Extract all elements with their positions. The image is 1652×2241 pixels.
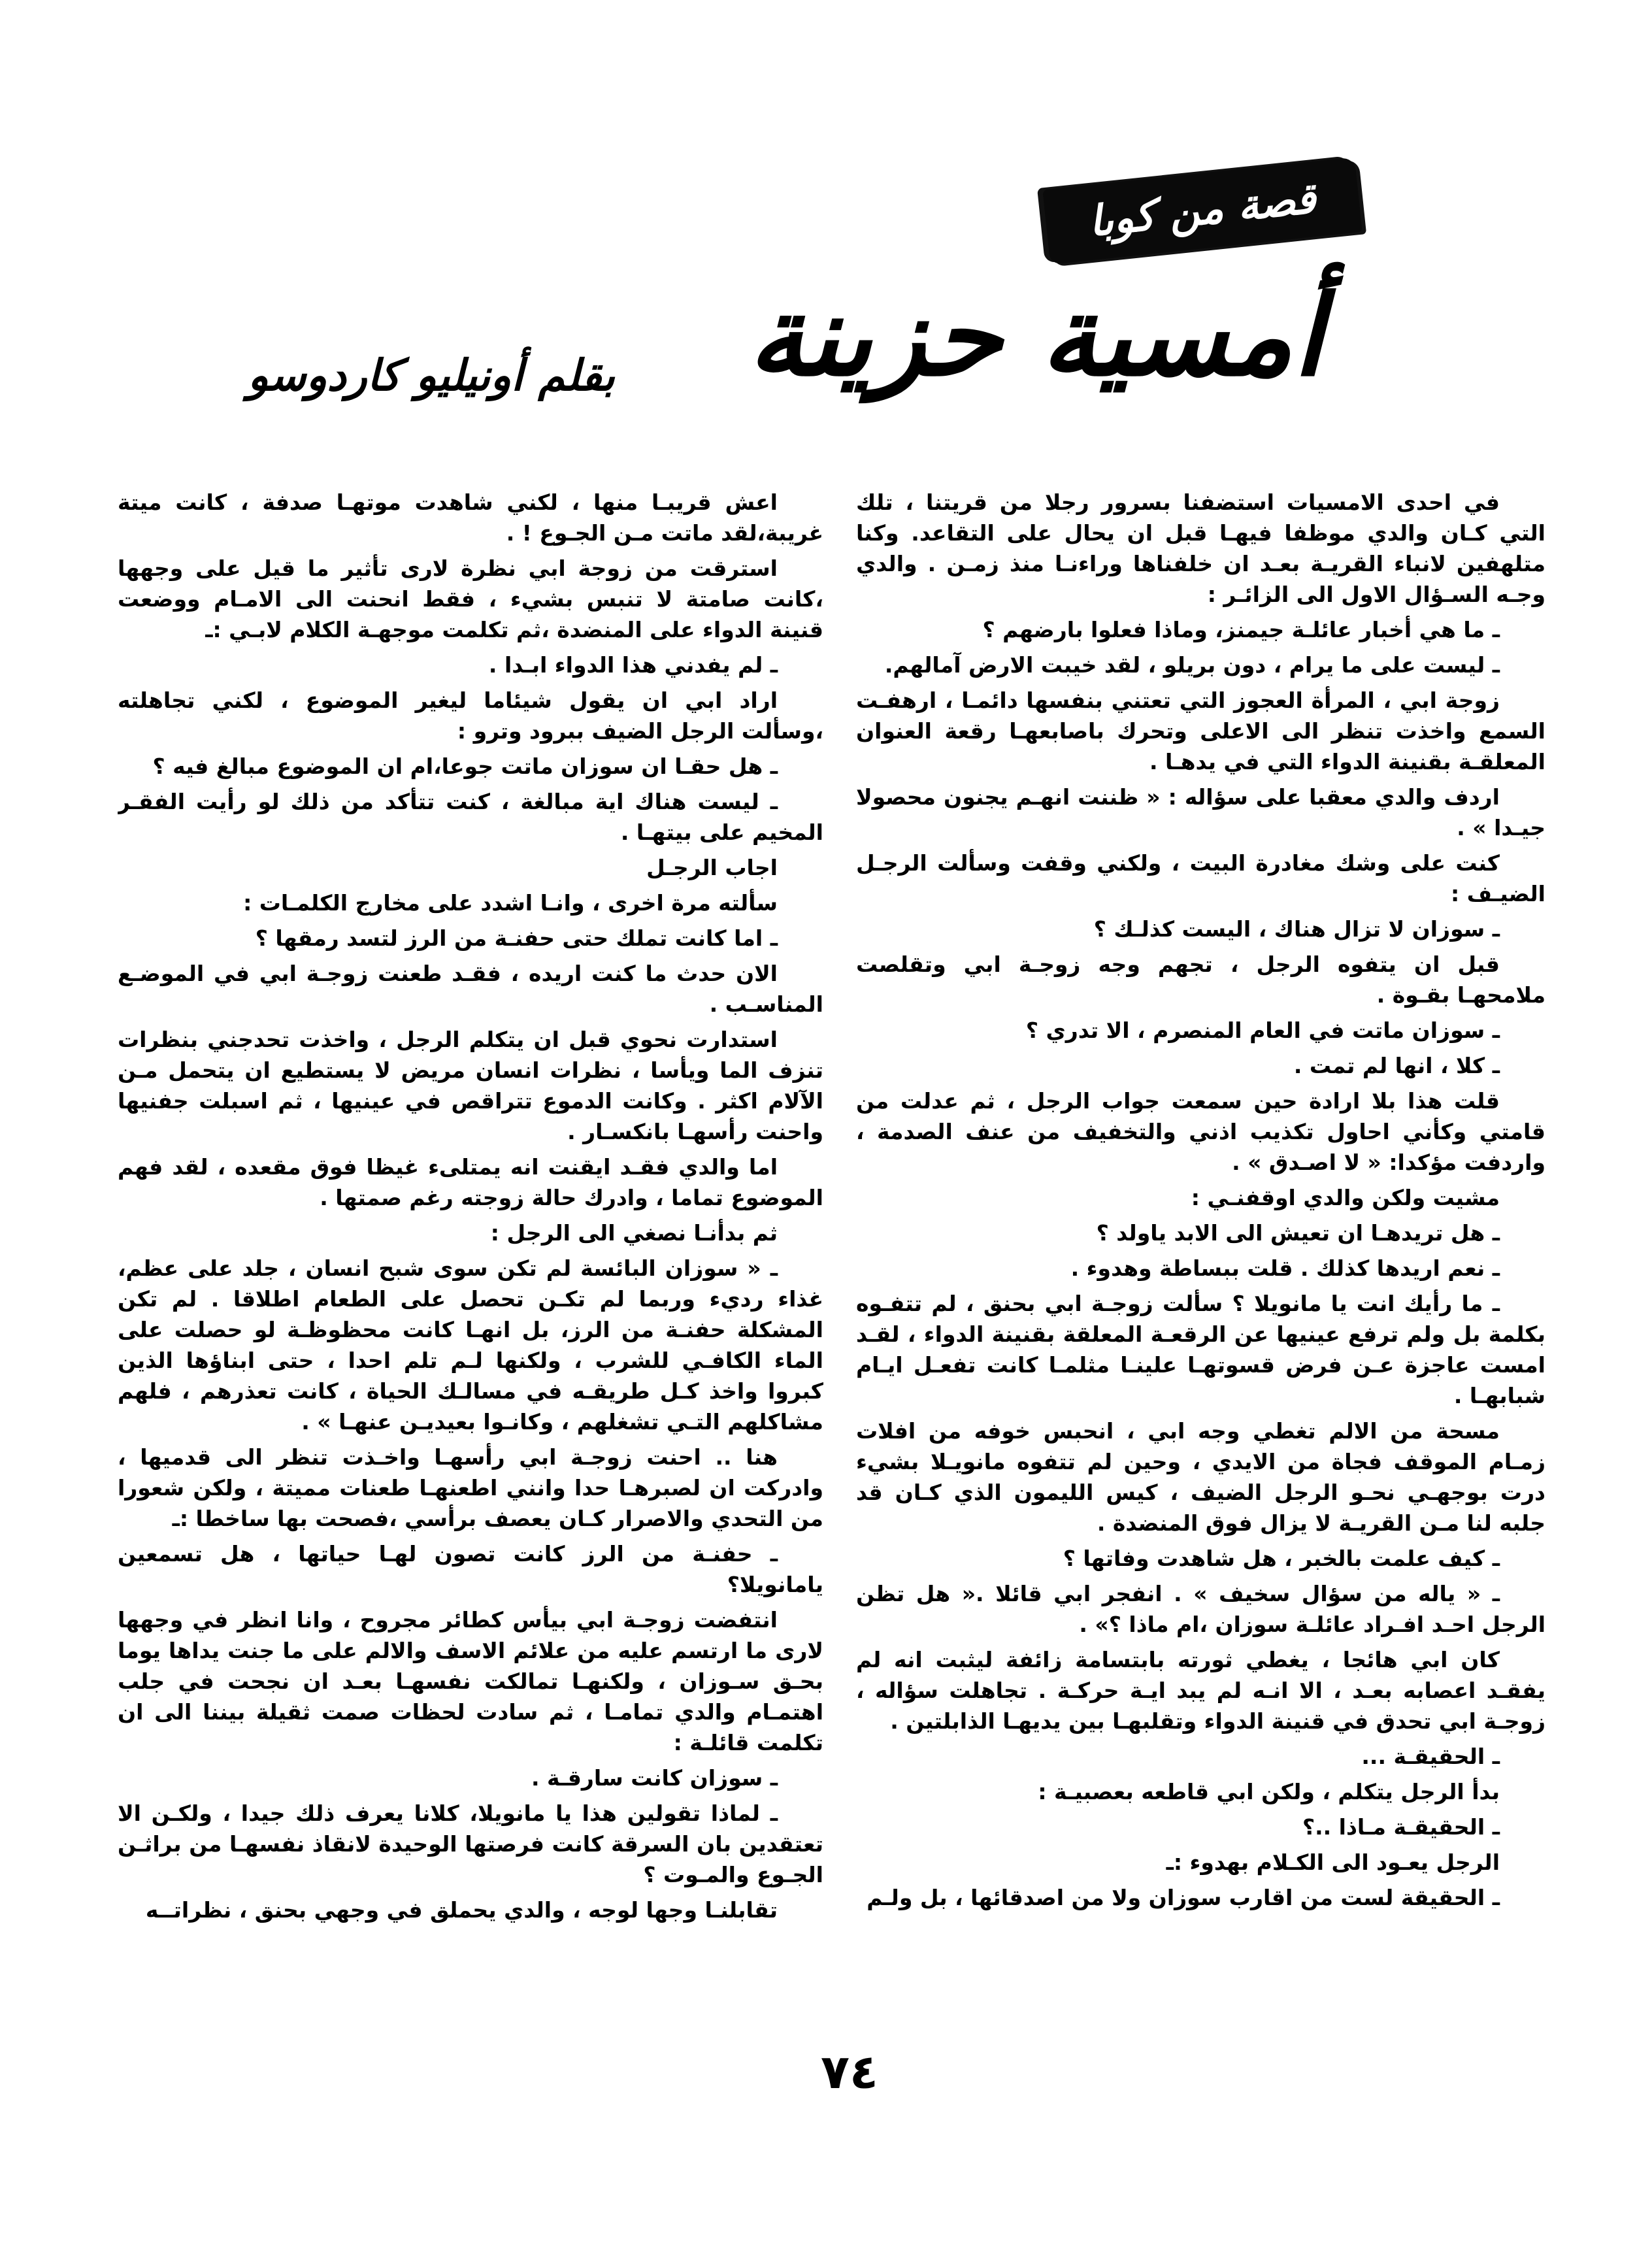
page-number: ٧٤ [821, 2044, 878, 2099]
dialogue-line: ـ اما كانت تملك حتى حفنـة من الرز لتسد رمقها ؟ [255, 925, 778, 951]
dialogue-line: ـ ليست على ما يرام ، دون بريلو ، لقد خيبت الارض آمالهم. [884, 652, 1500, 678]
dialogue-line: ـ سوزان كانت سارقـة . [531, 1765, 778, 1791]
paragraph: زوجة ابي ، المرأة العجوز التي تعتني بنفسها دائمـا ، ارهفـت السمع واخذت تنظر الى الاعلى وتحرك باصابعهـا رقعة العنوان المعلقـة بقنينة الدواء التي في يدهـا . [856, 688, 1545, 774]
dialogue-line: ـ « سوزان البائسة لم تكن سوى شبح انسان ، جلد على عظم، غذاء رديء وربما لم تكـن تحصل على الطعام اطلاقا . لم تكن المشكلة حفنـة من الرز، بل انهـا كانت محظوظـة لو حصلت على الماء الكافـي للشرب ، ولكنها لـم تلم احدا ، حتى ابناؤها الذين كبروا واخذ كـل طريقـه في مسالـك الحياة ، كانت تعذرهم ، فلهم مشاكلهم التـي تشغلهم ، وكانـوا بعيديـن عنهـا » . [118, 1255, 823, 1435]
dialogue-line: ـ نعم اريدها كذلك . قلت ببساطة وهدوء . [1070, 1255, 1500, 1281]
paragraph: ثم بدأنـا نصغي الى الرجل : [490, 1220, 778, 1246]
paragraph: اراد ابي ان يقول شيئاما ليغير الموضوع ، لكني تجاهلته ،وسألت الرجل الضيف ببرود وترو : [118, 688, 823, 744]
dialogue-line: ـ هل حقـا ان سوزان ماتت جوعا،ام ان الموضوع مبالغ فيه ؟ [152, 754, 778, 779]
paragraph: اعش قريبـا منها ، لكني شاهدت موتهـا صدفة ، كانت ميتة غريبة،لقد ماتت مـن الجـوع ! . [118, 490, 823, 546]
paragraph: في احدى الامسيات استضفنا بسرور رجلا من قريتنا ، تلك التي كـان والدي موظفا فيهـا قبل ان يحال على التقاعد. وكنا متلهفين لانباء القريـة بعـد ان خلفناها وراءنـا منذ زمـن . والدي وجـه السـؤال الاول الى الزائـر : [856, 490, 1545, 607]
text-column-left [118, 487, 823, 2049]
dialogue-line: ـ « ياله من سؤال سخيف » . انفجر ابي قائلا .« هل تظن الرجل احـد افـراد عائلـة سوزان ،ام ماذا ؟» . [856, 1581, 1545, 1637]
dialogue-line: ـ لم يفدني هذا الدواء ابـدا . [488, 652, 778, 678]
paragraph: قلت هذا بلا ارادة حين سمعت جواب الرجل ، ثم عدلت من قامتي وكأني احاول تكذيب اذني والتخفيف من عنف الصدمة ، واردفت مؤكدا: « لا اصـدق » . [856, 1088, 1545, 1175]
dialogue-line: ـ كلا ، انها لم تمت . [1293, 1053, 1500, 1078]
dialogue-line: ـ الحقيقـة ... [1361, 1744, 1500, 1769]
dialogue-line: ـ هل تريدهـا ان تعيش الى الابد ياولد ؟ [1096, 1220, 1500, 1246]
paragraph: الرجل يعـود الى الكـلام بهدوء :ـ [1166, 1850, 1500, 1875]
paragraph: الان حدث ما كنت اريده ، فقـد طعنت زوجـة ابي في الموضـع المناسـب . [118, 961, 823, 1017]
paragraph: اردف والدي معقبا على سؤاله : « ظننت انهـم يجنون محصولا جيـدا » . [856, 784, 1545, 840]
dialogue-line: ـ سوزان لا تزال هناك ، اليست كذلـك ؟ [1093, 916, 1500, 942]
author-byline: بقلم أونيليو كاردوسو [248, 350, 615, 401]
paragraph: استدارت نحوي قبل ان يتكلم الرجل ، واخذت تحدجني بنظرات تنزف الما ويأسا ، نظرات انسان مريض لا يستطيع ان يتحمل مـن الآلام اكثر . وكانت الدموع تتراقص في عينيها ، ثم اسبلت جفنيها واحنت رأسهـا بانكسـار . [118, 1027, 823, 1144]
dialogue-line: ـ سوزان ماتت في العام المنصرم ، الا تدري ؟ [1025, 1018, 1500, 1043]
dialogue-line: ـ لماذا تقولين هذا يا مانويلا، كلانا يعرف ذلك جيدا ، ولكـن الا تعتقدين بان السرقة كانت فرصتها الوحيدة لانقاذ نفسهـا من براثـن الجـوع والمـوت ؟ [118, 1801, 823, 1887]
paragraph: استرقت من زوجة ابي نظرة لارى تأثير ما قيل على وجهها ،كانت صامتة لا تنبس بشيء ، فقط انحنت الى الامـام ووضعت قنينة الدواء على المنضدة ،ثم تكلمت موجهـة الكلام لابـي :ـ [118, 556, 823, 642]
paragraph: تقابلنـا وجها لوجه ، والدي يحملق في وجهي بحنق ، نظراتــه [145, 1897, 778, 1923]
story-title: أمسية حزينة [748, 272, 1324, 401]
dialogue-line: ـ حفنـة من الرز كانت تصون لهـا حياتها ، هل تسمعين يامانويلا؟ [118, 1541, 823, 1597]
paragraph: كنت على وشك مغادرة البيت ، ولكني وقفت وسألت الرجـل الضيـف : [856, 850, 1545, 906]
paragraph: اما والدي فقـد ايقنت انه يمتلىء غيظا فوق مقعده ، لقد فهم الموضوع تماما ، وادرك حالة زوجته رغم صمتها . [118, 1154, 823, 1210]
text-column-right [856, 487, 1545, 2049]
paragraph: كان ابي هائجا ، يغطي ثورته بابتسامة زائفة ليثبت انه لم يفقـد اعصابه بعـد ، الا انـه لم يبد ايـة حركـة . تجاهلت سؤاله ، زوجـة ابي تحدق في قنينة الدواء وتقلبهـا بين يديهـا الذابلتين . [856, 1647, 1545, 1734]
paragraph: قبل ان يتفوه الرجل ، تجهم وجه زوجـة ابي وتقلصت ملامحهـا بقـوة . [856, 952, 1545, 1008]
dialogue-line: ـ ليست هناك اية مبالغة ، كنت تتأكد من ذلك لو رأيت الفقـر المخيم على بيتهـا . [118, 789, 823, 845]
story-kicker: قصة من كوبا [1042, 157, 1362, 265]
paragraph: اجاب الرجـل [646, 855, 778, 880]
paragraph: انتفضت زوجـة ابي بيأس كطائر مجروح ، وانا انظر في وجهها لارى ما ارتسم عليه من علائم الاسف والالم على ما جنت يداها يوما بحـق سـوزان ، ولكنهـا تمالكت نفسهـا بعـد ان نجحت في جلب اهتمـام والدي تمامـا ، ثم سادت لحظات صمت ثقيلة بيننا الى ان تكلمت قائلـة : [118, 1607, 823, 1755]
paragraph: مشيت ولكن والدي اوقفنـي : [1191, 1185, 1500, 1210]
dialogue-line: ـ الحقيقـة مـاذا ..؟ [1302, 1814, 1500, 1840]
paragraph: مسحة من الالم تغطي وجه ابي ، انحبس خوفه من افلات زمـام الموقف فجاة من الايدي ، وحين لم تتفوه مانويـلا بشيء درت بوجهـي نحـو الرجل الضيف ، كيس الليمون الذي كـان قد جلبه لنا مـن القريـة لا يزال فوق المنضدة . [856, 1418, 1545, 1536]
dialogue-line: ـ الحقيقة لست من اقارب سوزان ولا من اصدقائها ، بل ولـم [867, 1885, 1500, 1910]
dialogue-line: ـ ما رأيك انت يا مانويلا ؟ سألت زوجـة ابي بحنق ، لم تتفـوه بكلمة بل ولم ترفع عينيها عن الرقعـة المعلقة بقنينة الدواء ، لقـد امست عاجزة عـن فرض قسوتهـا علينـا مثلمـا كانت تفعـل ايـام شبابهـا . [856, 1291, 1545, 1408]
dialogue-line: ـ كيف علمت بالخبر ، هل شاهدت وفاتها ؟ [1063, 1546, 1500, 1571]
paragraph: هنا .. احنت زوجـة ابي رأسهـا واخـذت تنظر الى قدميها ، وادركت ان لصبرهـا حدا وانني اطعنهـا طعنات مميتة ، ولكن شعورا من التحدي والاصرار كـان يعصف برأسي ،فصحت بها ساخطا :ـ [118, 1444, 823, 1531]
paragraph: سألته مرة اخرى ، وانـا اشدد على مخارج الكلمـات : [243, 890, 778, 916]
paragraph: بدأ الرجل يتكلم ، ولكن ابي قاطعه بعصبيـة : [1038, 1779, 1500, 1804]
dialogue-line: ـ ما هي أخبار عائلـة جيمنز، وماذا فعلوا بارضهم ؟ [982, 617, 1500, 642]
